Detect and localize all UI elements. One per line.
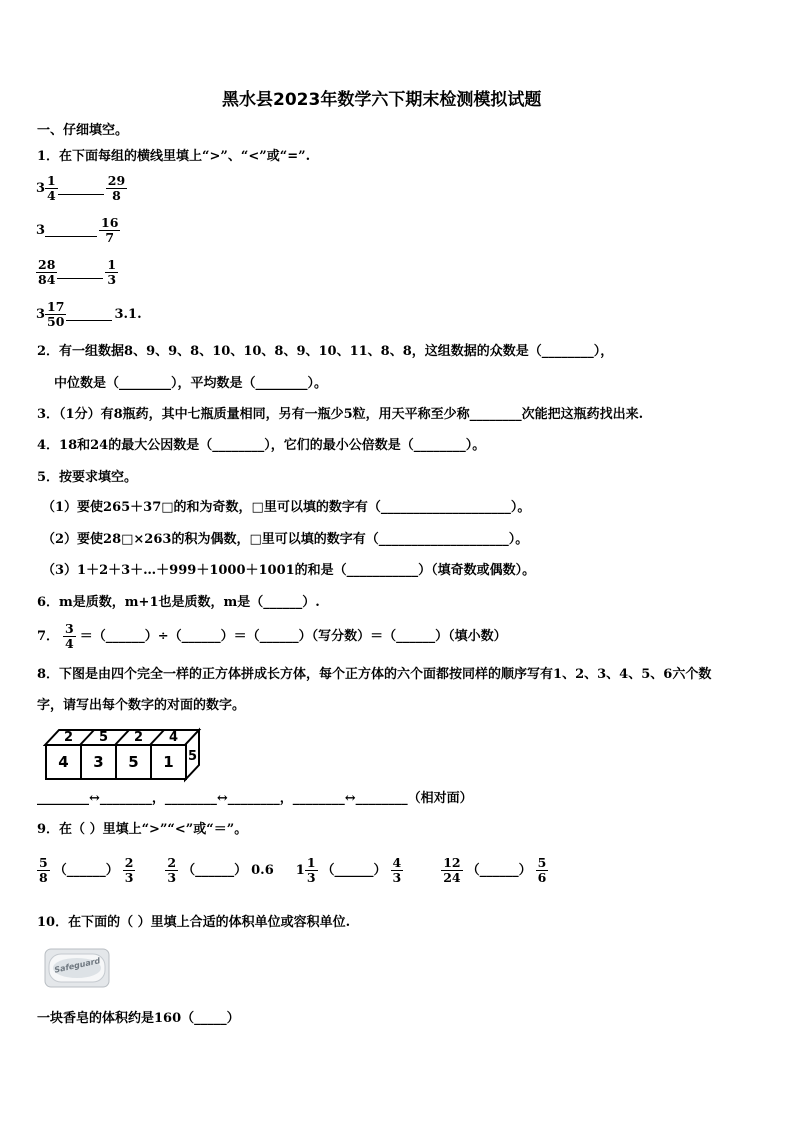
question-9-items (37, 856, 548, 885)
cube-top-number: 2 (64, 730, 74, 745)
answer-blank[interactable] (45, 224, 97, 237)
fraction: $\frac{1}{3}$ (306, 855, 316, 885)
question-9-prompt: 9．在（ ）里填上“>”“<”或“＝”。 (37, 822, 248, 837)
fraction: $\frac{29}{8}$ (107, 173, 126, 203)
answer-blank[interactable]: （______） (53, 862, 119, 878)
question-7 (37, 622, 507, 651)
whole-number: 3 (36, 180, 46, 196)
question-8-line-1: 8．下图是由四个完全一样的正方体拼成长方体，每个正方体的六个面都按同样的顺序写有1、2、3、4、5、6六个数 (37, 667, 712, 682)
soap-brand-text: Safeguard (53, 956, 101, 975)
cube-front-face: 5 (115, 744, 152, 780)
page-title: 黑水县2023年数学六下期末检测模拟试题 (222, 90, 542, 110)
fraction: $\frac{1}{4}$ (47, 173, 56, 203)
answer-blank[interactable] (58, 182, 104, 195)
answer-blank[interactable]: （______） (321, 862, 387, 878)
cube-side-number: 5 (188, 749, 198, 764)
question-7-equation: ＝（______）÷（______）＝（______）（写分数）＝（______）（填小数） (79, 628, 507, 644)
cube-diagram (43, 727, 203, 783)
cube-front-face: 1 (150, 744, 187, 780)
question-8-line-2: 字，请写出每个数字的对面的数字。 (37, 698, 246, 713)
soap-image (44, 946, 110, 990)
whole-number: 3 (36, 222, 46, 238)
question-5-part-1: （1）要使265＋37□的和为奇数，□里可以填的数字有（____________________）。 (42, 500, 531, 515)
cube-top-number: 5 (99, 730, 109, 745)
fraction: $\frac{1}{3}$ (107, 257, 117, 287)
question-8-answer-line: ________↔________，________↔________，________↔________（相对面） (37, 791, 473, 806)
decimal-value: 3.1. (114, 306, 142, 322)
fraction: $\frac{2}{3}$ (167, 855, 177, 885)
question-3: 3．（1分）有8瓶药，其中七瓶质量相同，另有一瓶少5粒，用天平称至少称________次能把这瓶药找出来. (37, 407, 644, 422)
question-6: 6．m是质数，m+1也是质数，m是（______）. (37, 595, 320, 610)
fraction: $\frac{4}{3}$ (392, 855, 402, 885)
question-number: 7． (37, 628, 60, 644)
q1-row-2 (36, 216, 120, 245)
answer-blank[interactable]: （______） (466, 862, 532, 878)
cube-front-face: 4 (45, 744, 82, 780)
question-10-line: 一块香皂的体积约是160（_____） (37, 1011, 240, 1026)
fraction: $\frac{16}{7}$ (101, 215, 119, 245)
fraction: $\frac{5}{6}$ (537, 855, 547, 885)
whole-number: 3 (36, 306, 46, 322)
fraction: $\frac{12}{24}$ (443, 855, 461, 885)
answer-blank[interactable] (57, 266, 103, 279)
fraction: $\frac{3}{4}$ (65, 621, 74, 651)
whole-number: 1 (295, 862, 305, 878)
decimal-value: 0.6 (251, 862, 274, 878)
q1-row-3 (36, 258, 118, 287)
fraction: $\frac{2}{3}$ (124, 855, 134, 885)
answer-blank[interactable]: （______） (182, 862, 248, 878)
answer-blank[interactable] (66, 308, 112, 321)
cube-top-number: 4 (169, 730, 179, 745)
cube-top-number: 2 (134, 730, 144, 745)
question-1-prompt: 1．在下面每组的横线里填上“>”、“<”或“=”. (37, 149, 311, 164)
question-10-prompt: 10．在下面的（ ）里填上合适的体积单位或容积单位. (37, 915, 351, 930)
fraction: $\frac{17}{50}$ (47, 299, 65, 329)
cube-front-face: 3 (80, 744, 117, 780)
section-heading: 一、仔细填空。 (37, 123, 129, 138)
question-5-part-3: （3）1＋2＋3＋…＋999＋1000＋1001的和是（___________）（填奇数或偶数）。 (42, 563, 536, 578)
question-2-line-1: 2．有一组数据8、9、9、8、10、10、8、9、10、11、8、8，这组数据的众数是（________）， (37, 344, 614, 359)
fraction: $\frac{5}{8}$ (39, 855, 48, 885)
q1-row-4 (36, 300, 142, 329)
question-2-line-2: 中位数是（________），平均数是（________）。 (54, 376, 328, 391)
question-4: 4．18和24的最大公因数是（________），它们的最小公倍数是（________）。 (37, 438, 486, 453)
question-5-prompt: 5．按要求填空。 (37, 470, 138, 485)
fraction: $\frac{28}{84}$ (38, 257, 56, 287)
question-5-part-2: （2）要使28□×263的积为偶数，□里可以填的数字有（____________________）。 (42, 532, 529, 547)
q1-row-1 (36, 174, 127, 203)
